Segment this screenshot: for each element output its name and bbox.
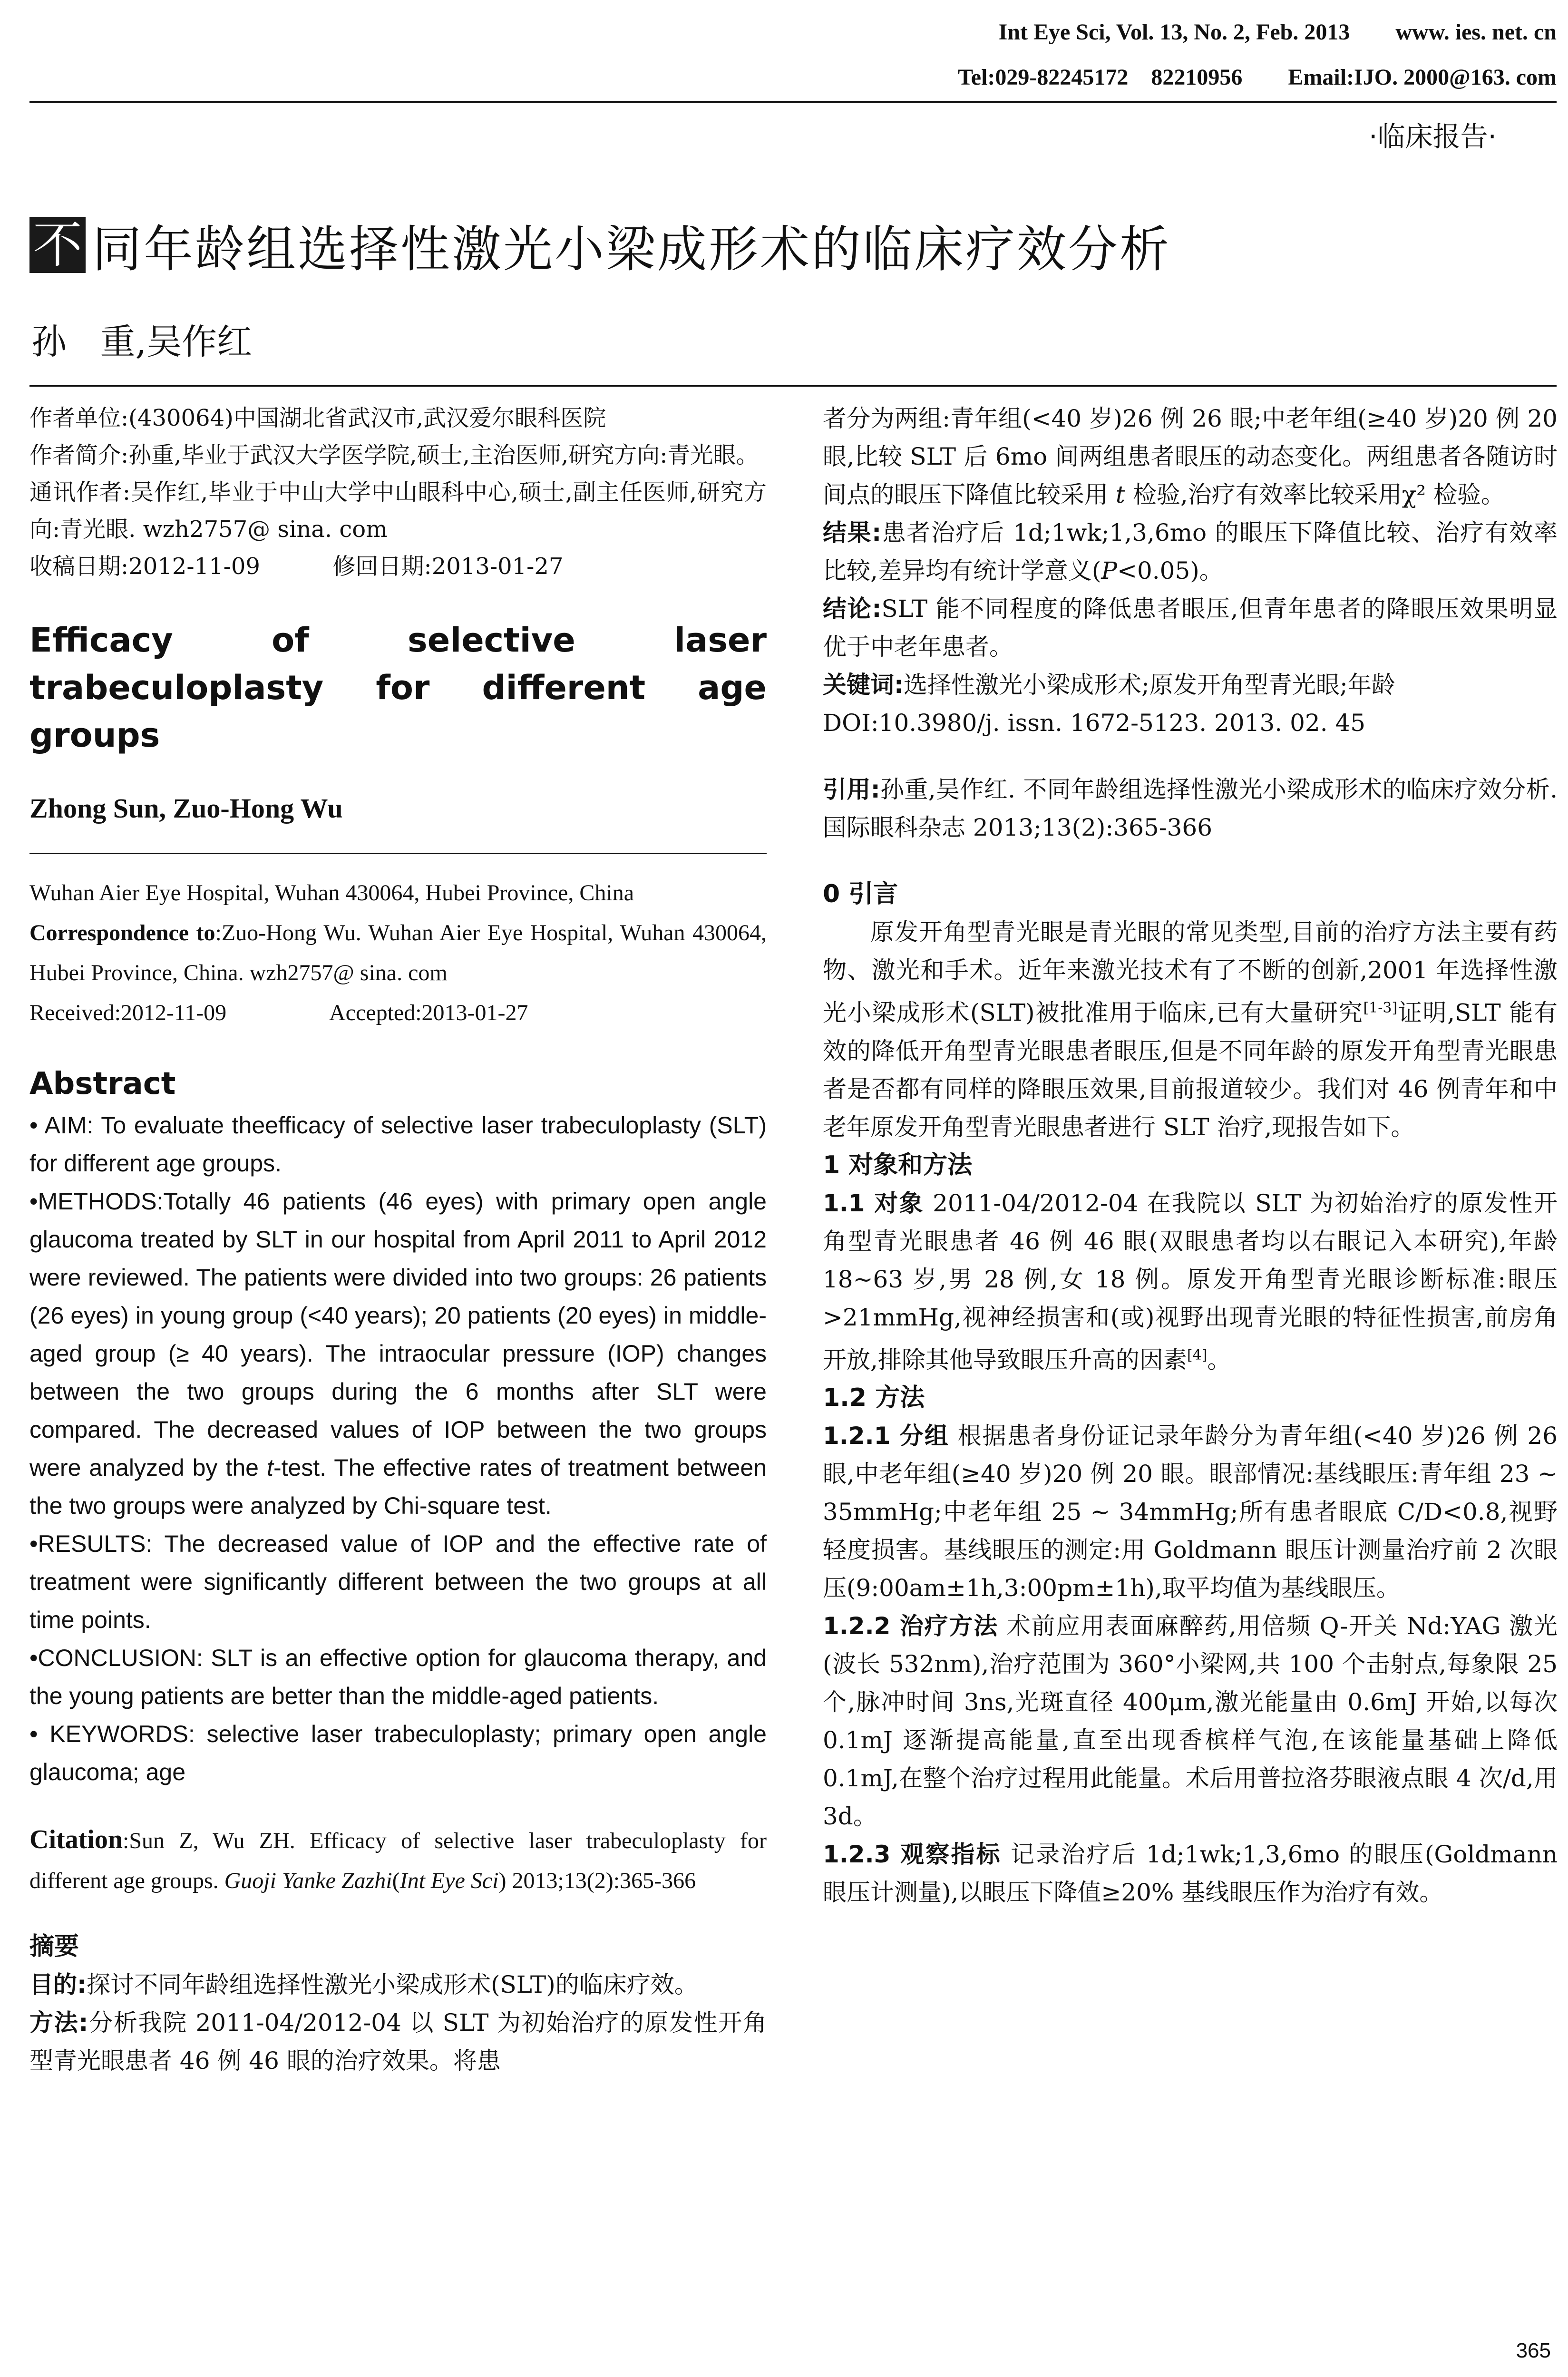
author-unit: 作者单位:(430064)中国湖北省武汉市,武汉爱尔眼科医院 [29, 405, 606, 431]
s123-text: 记录治疗后 1d;1wk;1,3,6mo 的眼压(Goldmann 眼压计测量),以眼压下降值≥20% 基线眼压作为治疗有效。 [823, 1841, 1558, 1907]
s11-ref: [4] [1187, 1346, 1208, 1364]
s11-text-b: 。 [1207, 1346, 1231, 1374]
affiliation-en [29, 873, 767, 1033]
title-first-char: 不 [29, 217, 86, 273]
methods-text-a: •METHODS:Totally 46 patients (46 eyes) with primary open angle glaucoma treated by SLT in our hospital from April 2011 to April 2012 were reviewed. The patients were divided into two groups: 26 patients (26 eyes) in young group (<40 years); 20 patients (20 eyes) in middle-aged group (≥ 40 years). The intraocular pressure (IOP) changes between the two groups during the 6 months after SLT were compared. The decreased values of IOP between the two groups were analyzed by the [29, 1188, 767, 1481]
s11-text-a: 2011-04/2012-04 在我院以 SLT 为初始治疗的原发性开角型青光眼患者 46 例 46 眼(双眼患者均以右眼记入本研究),年龄 18~63 岁,男 28 例,女 18 例。原发开角型青光眼诊断标准:眼压>21mmHg,视神经损害和(或)视野出现青光眼的特征性损害,前房角开放,排除其他导致眼压升高的因素 [823, 1189, 1558, 1374]
s121-text: 根据患者身份证记录年龄分为青年组(<40 岁)26 例 26 眼,中老年组(≥40 岁)20 例 20 眼。眼部情况:基线眼压:青年组 23 ~ 35mmHg;中老年组 25 ~ 34mmHg;所有患者眼底 C/D<0.8,视野轻度损害。基线眼压的测定:用 Goldmann 眼压计测量治疗前 2 次眼压(9:00am±1h,3:00pm±1h),取平均值为基线眼压。 [823, 1422, 1558, 1602]
title-rule [29, 385, 1557, 387]
author-info [29, 399, 767, 585]
abstract-aim: • AIM: To evaluate theefficacy of selective laser trabeculoplasty (SLT) for different age groups. [29, 1112, 767, 1177]
received-date-cn: 收稿日期:2012-11-09 [29, 553, 260, 580]
correspondence-text: :Zuo-Hong Wu. Wuhan Aier Eye Hospital, Wuhan 430064, Hubei Province, China. wzh2757@ sina. com [29, 920, 767, 985]
results-text-b: <0.05)。 [1117, 557, 1223, 585]
header-rule [29, 101, 1557, 103]
cn-abstract-aim [29, 1966, 767, 2004]
s0-text-a: 原发开角型青光眼是青光眼的常见类型,目前的治疗方法主要有药物、激光和手术。近年来激光技术有了不断的创新,2001 年选择性激光小梁成形术(SLT)被批准用于临床,已有大量研究 [823, 918, 1558, 1027]
section-0-heading: 0 引言 [823, 880, 898, 908]
received-en: Received:2012-11-09 [29, 1000, 227, 1025]
left-column [29, 399, 767, 2080]
affiliation-line: Wuhan Aier Eye Hospital, Wuhan 430064, Hubei Province, China [29, 880, 634, 906]
conclusion-text: SLT 能不同程度的降低患者眼压,但青年患者的降眼压效果明显优于中老年患者。 [823, 595, 1558, 661]
author-bio: 作者简介:孙重,毕业于武汉大学医学院,硕士,主治医师,研究方向:青光眼。 [29, 442, 759, 468]
page-number: 365 [1516, 2339, 1551, 2362]
s11-label: 1.1 对象 [823, 1189, 924, 1217]
dates-cn [29, 548, 767, 585]
section-tag: ·临床报告· [1369, 120, 1497, 153]
cn-abstract-results [823, 514, 1558, 590]
citation-label: Citation [29, 1825, 123, 1854]
correspondence-label: Correspondence to [29, 920, 215, 945]
citation-cn-label: 引用: [823, 776, 880, 803]
abstract-results: •RESULTS: The decreased value of IOP and the effective rate of treatment were significantly different between the two groups at all time points. [29, 1530, 767, 1633]
received-accepted [29, 993, 767, 1033]
authors-cn: 孙 重,吴作红 [31, 321, 253, 362]
article-title [29, 209, 1171, 281]
cn-abstract-methods-cont: 者分为两组:青年组(<40 岁)26 例 26 眼;中老年组(≥40 岁)20 例 20 眼,比较 SLT 后 6mo 间两组患者眼压的动态变化。两组患者各随访时间点的眼压下降值比较采用 t 检验,治疗有效率比较采用χ² 检验。 [823, 405, 1558, 508]
s0-text-b: 证明,SLT 能有效的降低开角型青光眼患者眼压,但是不同年龄的原发开角型青光眼患者是否都有同样的降眼压效果,目前报道较少。我们对 46 例青年和中老年原发开角型青光眼患者进行 SLT 治疗,现报告如下。 [823, 999, 1558, 1141]
cn-abstract-conclusion [823, 590, 1558, 666]
accepted-en: Accepted:2013-01-27 [329, 1000, 528, 1025]
citation-text-b: ) 2013;13(2):365-366 [498, 1868, 696, 1893]
keywords-label: 关键词: [823, 671, 904, 699]
doi: DOI:10.3980/j. issn. 1672-5123. 2013. 02. 45 [823, 709, 1366, 737]
english-authors: Zhong Sun, Zuo-Hong Wu [29, 793, 343, 824]
journal-header-line2: Tel:029-82245172 82210956 Email:IJO. 2000@163. com [958, 65, 1557, 90]
revised-date-cn: 修回日期:2013-01-27 [332, 553, 564, 580]
s122-text: 术前应用表面麻醉药,用倍频 Q-开关 Nd:YAG 激光(波长 532nm),治疗范围为 360°小梁网,共 100 个击射点,每象限 25 个,脉冲时间 3ns,光斑直径 400μm,激光能量由 0.6mJ 开始,以每次 0.1mJ 逐渐提高能量,直至出现香槟样气泡,在该能量基础上降低 0.1mJ,在整个治疗过程用此能量。术后用普拉洛芬眼液点眼 4 次/d,用 3d。 [823, 1612, 1558, 1831]
methods-cn-t: t [1115, 481, 1125, 508]
results-p: P [1101, 557, 1118, 585]
methods-t: t [267, 1454, 273, 1481]
s123-label: 1.2.3 观察指标 [823, 1841, 1002, 1869]
results-text-a: 患者治疗后 1d;1wk;1,3,6mo 的眼压下降值比较、治疗有效率比较,差异均有统计学意义( [823, 519, 1558, 585]
english-title: Efficacy of selective laser trabeculoplasty for different age groups [29, 621, 767, 755]
results-label: 结果: [823, 519, 882, 546]
affiliation-rule [29, 853, 767, 854]
aim-text: 探讨不同年龄组选择性激光小梁成形术(SLT)的临床疗效。 [87, 1971, 698, 1998]
cn-abstract-keywords [823, 666, 1558, 704]
abstract-conclusion: •CONCLUSION: SLT is an effective option for glaucoma therapy, and the young patients are better than the middle-aged patients. [29, 1645, 767, 1709]
section-1-heading: 1 对象和方法 [823, 1150, 973, 1179]
section-1-1 [823, 1184, 1558, 1379]
citation-text-a: :Sun Z, Wu ZH. Efficacy of selective laser trabeculoplasty for different age groups. [29, 1828, 767, 1893]
section-1-2-2 [823, 1607, 1558, 1835]
section-0-paragraph [823, 913, 1558, 1146]
right-column [823, 399, 1558, 1911]
s122-label: 1.2.2 治疗方法 [823, 1612, 999, 1640]
title-text: 同年龄组选择性激光小梁成形术的临床疗效分析 [92, 220, 1171, 278]
s0-ref: [1-3] [1363, 1000, 1398, 1016]
abstract-heading: Abstract [29, 1066, 176, 1101]
section-1-2-1 [823, 1417, 1558, 1607]
citation-cn [823, 770, 1558, 847]
citation-journal: Guoji Yanke Zazhi [224, 1868, 392, 1893]
correspondence [29, 913, 767, 993]
cn-abstract-heading: 摘要 [29, 1932, 79, 1961]
methods-text-b: -test. The effective rates of treatment between the two groups were analyzed by Chi-square test. [29, 1454, 767, 1519]
abstract-methods [29, 1182, 767, 1525]
citation-cn-text: 孙重,吴作红. 不同年龄组选择性激光小梁成形术的临床疗效分析. 国际眼科杂志 2013;13(2):365-366 [823, 776, 1558, 841]
section-1-2-3 [823, 1835, 1558, 1911]
corresponding-author: 通讯作者:吴作红,毕业于中山大学中山眼科中心,硕士,副主任医师,研究方向:青光眼. wzh2757@ sina. com [29, 479, 767, 543]
methods-cn-b: 检验,治疗有效率比较采用χ² 检验。 [1125, 481, 1505, 508]
keywords-text: 选择性激光小梁成形术;原发开角型青光眼;年龄 [904, 671, 1395, 699]
section-1-2-heading: 1.2 方法 [823, 1383, 925, 1413]
abstract-keywords: • KEYWORDS: selective laser trabeculoplasty; primary open angle glaucoma; age [29, 1721, 767, 1785]
cn-abstract-methods-start [29, 2004, 767, 2080]
conclusion-label: 结论: [823, 595, 882, 623]
methods-text: 分析我院 2011-04/2012-04 以 SLT 为初始治疗的原发性开角型青光眼患者 46 例 46 眼的治疗效果。将患 [29, 2009, 767, 2075]
citation-paren-open: ( [392, 1868, 400, 1893]
s121-label: 1.2.1 分组 [823, 1422, 949, 1450]
citation-en [29, 1820, 767, 1901]
aim-label: 目的: [29, 1971, 87, 1998]
citation-journal-en: Int Eye Sci [399, 1868, 499, 1893]
journal-header-line1: Int Eye Sci, Vol. 13, No. 2, Feb. 2013 www. ies. net. cn [998, 19, 1557, 45]
methods-label: 方法: [29, 2009, 88, 2036]
